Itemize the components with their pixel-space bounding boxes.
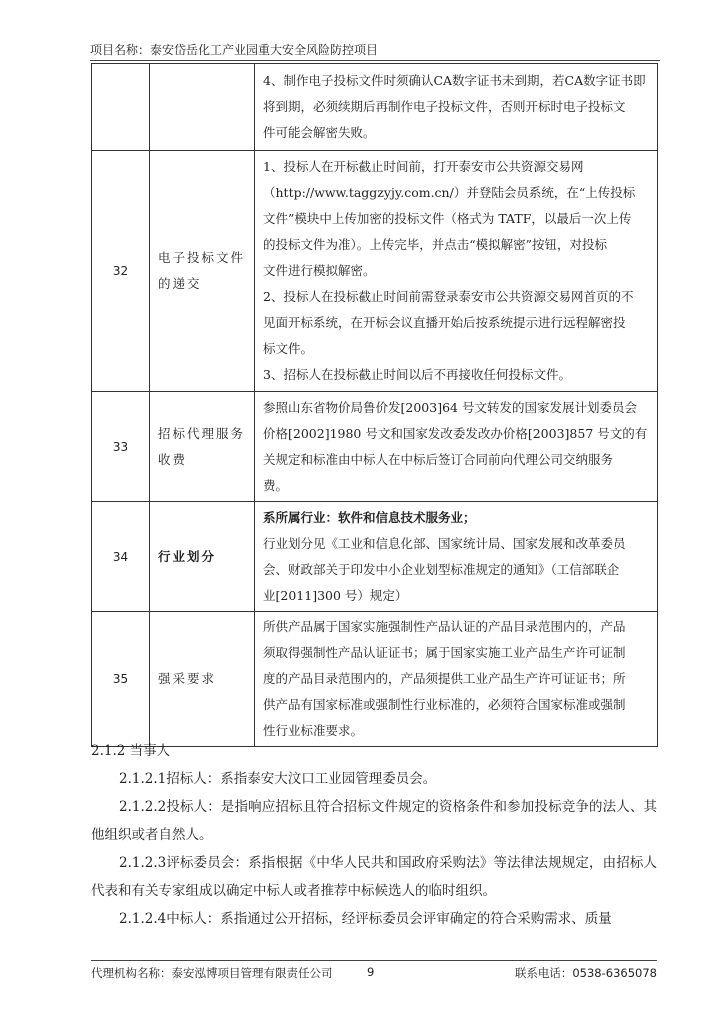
content-line: 行业划分见《工业和信息化部、国家统计局、国家发展和改革委员 xyxy=(263,535,626,551)
content-line: 业[2011]300 号）规定） xyxy=(263,587,408,603)
content-line: 所供产品属于国家实施强制性产品认证的产品目录范围内的，产品 xyxy=(263,619,626,634)
paragraph: 2.1.2.3评标委员会：系指根据《中华人民共和国政府采购法》等法律法规规定，由招标人代表和有关专家组成以确定中标人或者推荐中标候选人的临时组织。 xyxy=(91,855,657,899)
table-row xyxy=(92,612,658,747)
content-line: 将到期，必须续期后再制作电子投标文件，否则开标时电子投标文 xyxy=(263,99,626,114)
content-line: 度的产品目录范围内的，产品须提供工业产品生产许可证证书；所 xyxy=(263,671,626,686)
row-content xyxy=(255,502,658,612)
row-number: 35 xyxy=(92,612,150,747)
content-line: 文件”模块中上传加密的投标文件（格式为 TATF，以最后一次上传 xyxy=(263,211,632,226)
content-line: 3、招标人在投标截止时间以后不再接收任何投标文件。 xyxy=(263,367,571,382)
body-text xyxy=(91,737,657,933)
content-line: 4、制作电子投标文件时须确认CA数字证书未到期，若CA数字证书即 xyxy=(263,73,646,88)
section-heading: 2.1.2 当事人 xyxy=(91,743,171,759)
content-line: 文件进行模拟解密。 xyxy=(263,263,376,278)
row-name xyxy=(150,64,255,151)
row-number xyxy=(92,64,150,151)
content-line: 1、投标人在开标截止时间前，打开泰安市公共资源交易网 xyxy=(263,159,584,174)
page-footer xyxy=(91,960,657,982)
row-content xyxy=(255,151,658,392)
row-number: 32 xyxy=(92,151,150,392)
content-line: 件可能会解密失败。 xyxy=(263,125,376,140)
content-line: 须取得强制性产品认证证书；属于国家实施工业产品生产许可证制 xyxy=(263,645,626,660)
row-content xyxy=(255,612,658,747)
content-line-bold: 系所属行业：软件和信息技术服务业； xyxy=(263,509,476,525)
content-line: 见面开标系统，在开标会议直播开始后按系统提示进行远程解密投 xyxy=(263,315,626,330)
row-content xyxy=(255,392,658,502)
row-name: 行业划分 xyxy=(150,502,255,612)
table-row xyxy=(92,502,658,612)
content-line: 2、投标人在投标截止时间前需登录泰安市公共资源交易网首页的不 xyxy=(263,289,634,304)
project-name: 项目名称：泰安岱岳化工产业园重大安全风险防控项目 xyxy=(90,43,379,57)
paragraph: 2.1.2.4中标人：系指通过公开招标，经评标委员会评审确定的符合采购需求、质量 xyxy=(119,911,612,927)
spec-table xyxy=(91,63,658,747)
table-row xyxy=(92,151,658,392)
content-line: 价格[2002]1980 号文和国家发改委发改办价格[2003]857 号文的有 xyxy=(263,425,648,441)
row-name: 电子投标文件的递交 xyxy=(150,151,255,392)
row-content xyxy=(255,64,658,151)
row-number: 33 xyxy=(92,392,150,502)
content-line: 参照山东省物价局鲁价发[2003]64 号文转发的国家发展计划委员会 xyxy=(263,399,637,415)
page-number: 9 xyxy=(367,965,375,979)
table-row xyxy=(92,64,658,151)
page-header xyxy=(90,42,660,61)
content-line: 性行业标准要求。 xyxy=(263,723,364,738)
content-line: 供产品有国家标准或强制性行业标准的，必须符合国家标准或强制 xyxy=(263,697,626,712)
agency-name: 代理机构名称：泰安泓博项目管理有限责任公司 xyxy=(91,966,333,980)
row-number: 34 xyxy=(92,502,150,612)
paragraph: 2.1.2.2投标人：是指响应招标且符合招标文件规定的资格条件和参加投标竞争的法人、其他组织或者自然人。 xyxy=(91,799,657,843)
content-line: 的投标文件为准）。上传完毕，并点击“模拟解密”按钮，对投标 xyxy=(263,237,608,252)
content-line: 费。 xyxy=(263,477,289,493)
contact-phone: 联系电话：0538-6365078 xyxy=(514,966,657,980)
row-name: 招标代理服务收费 xyxy=(150,392,255,502)
content-line: （http://www.taggzyjy.com.cn/）并登陆会员系统，在“上传投标 xyxy=(263,185,636,200)
paragraph: 2.1.2.1招标人：系指泰安大汶口工业园管理委员会。 xyxy=(119,771,437,787)
table-row xyxy=(92,392,658,502)
content-line: 会、财政部关于印发中小企业划型标准规定的通知》（工信部联企 xyxy=(263,561,620,577)
row-name: 强采要求 xyxy=(150,612,255,747)
content-line: 关规定和标准由中标人在中标后签订合同前向代理公司交纳服务 xyxy=(263,451,614,467)
content-line: 标文件。 xyxy=(263,341,314,356)
